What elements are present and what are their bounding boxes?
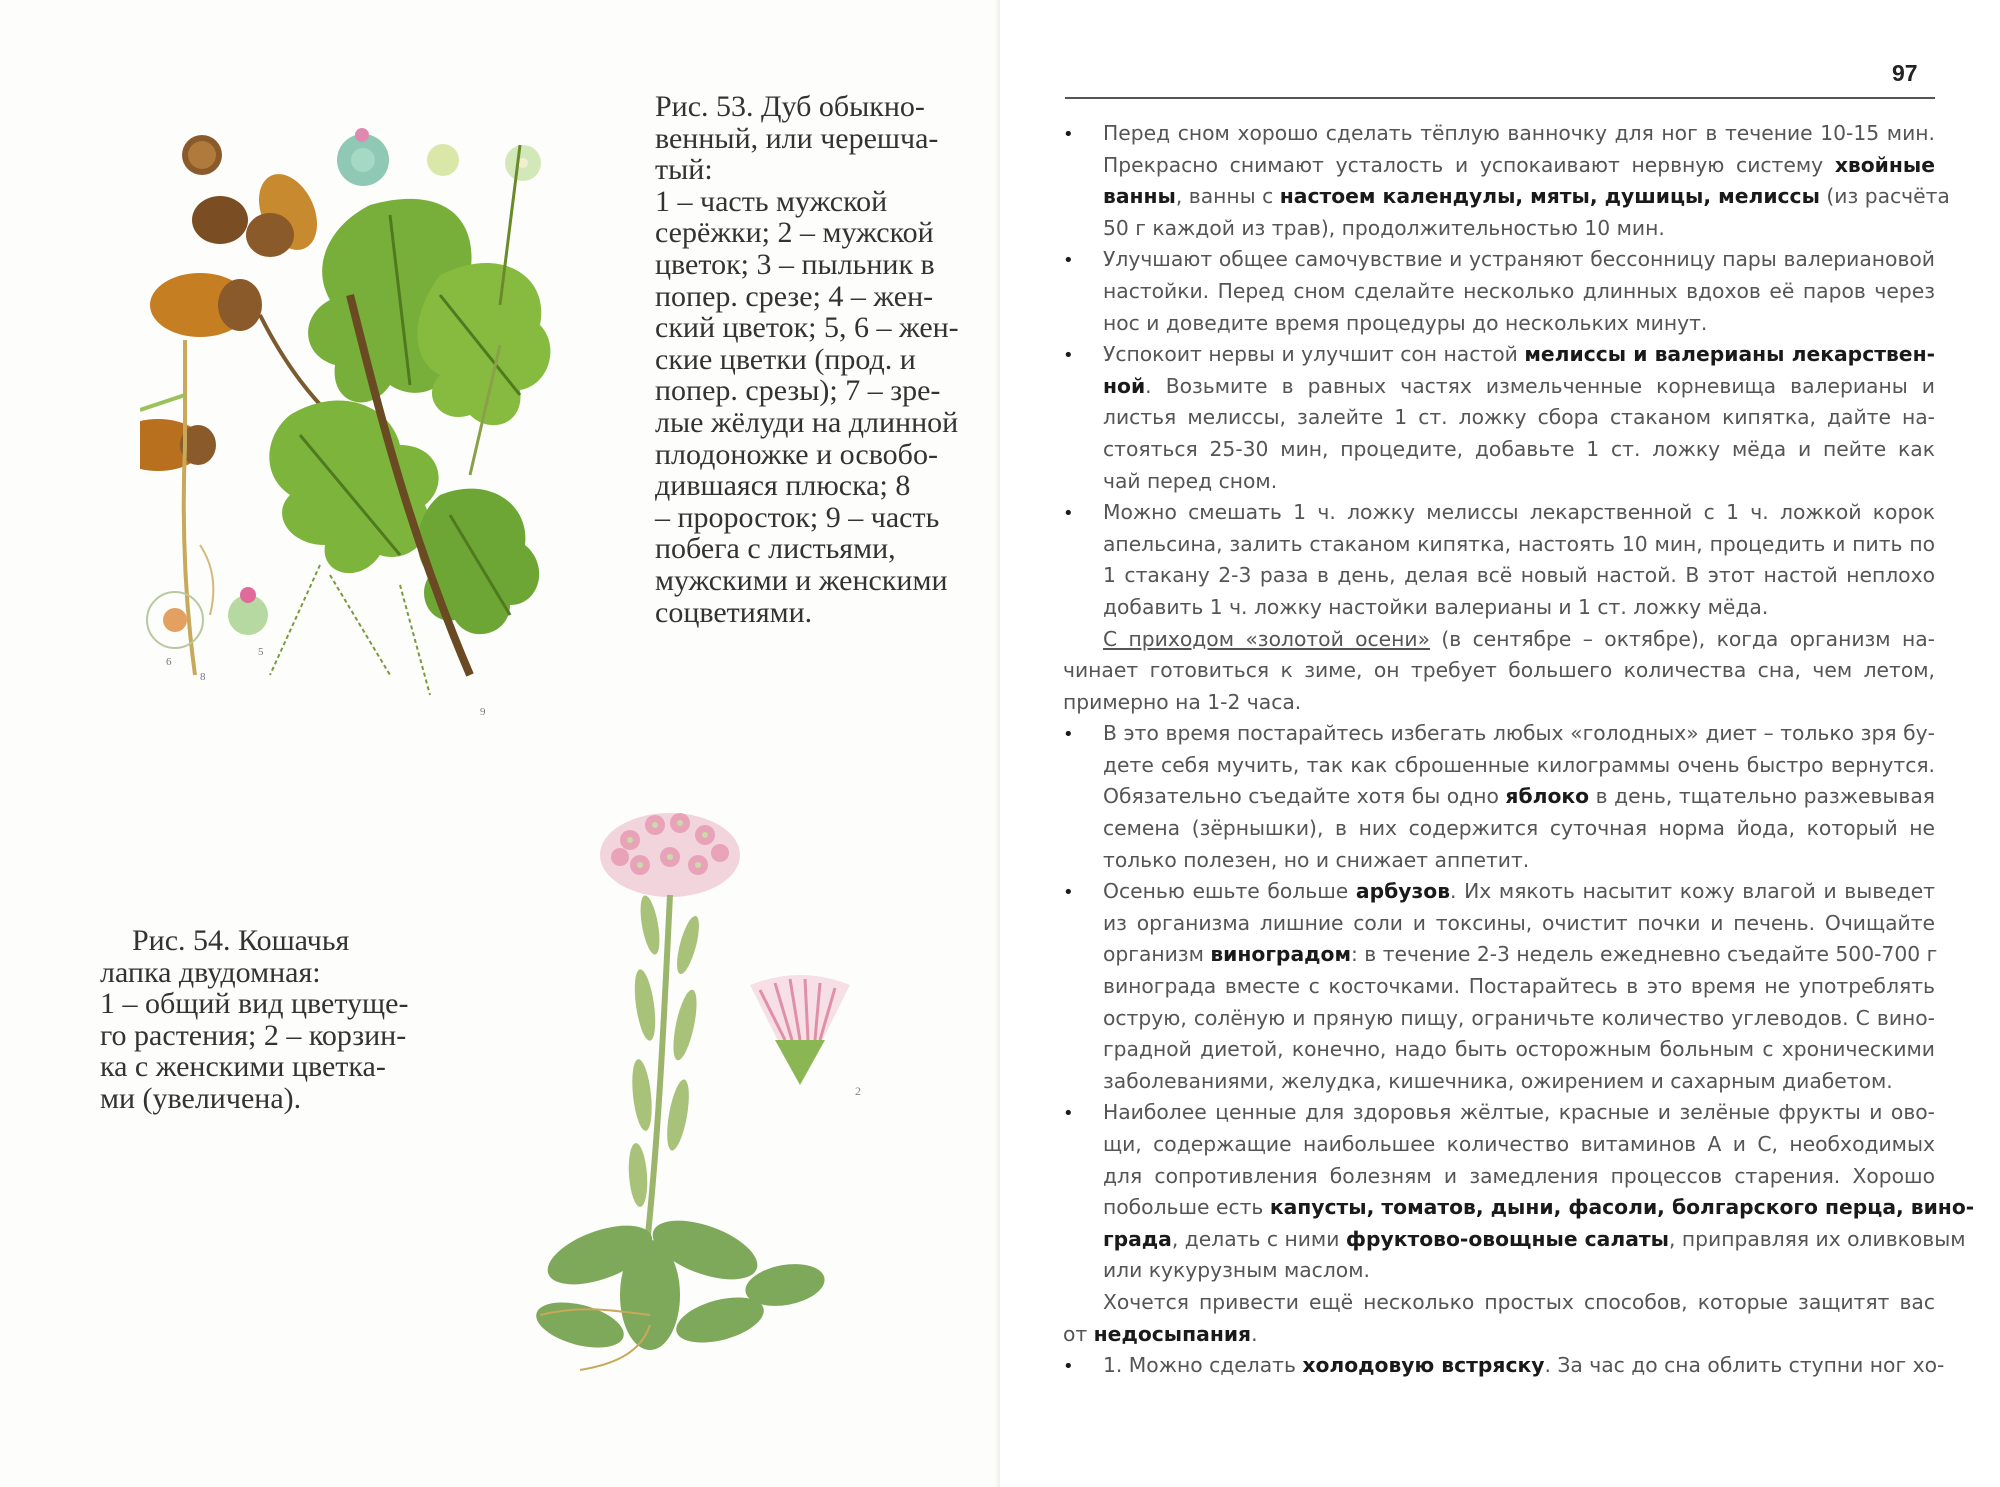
text-line: винограда вместе с косточками. Постарайтесь в это время не употреблять — [1103, 974, 1935, 999]
text-line: побольше есть капусты, томатов, дыни, фасоли, болгарского перца, вино- — [1103, 1195, 1975, 1220]
text-line: Прекрасно снимают усталость и успокаивают нервную систему хвойные — [1103, 152, 1935, 177]
text-line: щи, содержащие наибольшее количество витаминов А и С, необходимых — [1103, 1132, 1935, 1156]
text-line: • 1. Можно сделать холодовую встряску. За час до сна облить ступни ног хо- — [1063, 1350, 1935, 1382]
caption-line: ский цветок; 5, 6 – жен- — [655, 311, 959, 345]
caption-line: лапка двудомная: — [100, 955, 321, 989]
text-line: заболеваниями, желудка, кишечника, ожирением и сахарным диабетом. — [1103, 1068, 1893, 1093]
text-line: стояться 25-30 мин, процедите, добавьте 1 ст. ложку мёда и пейте как — [1103, 436, 1935, 461]
text-line: организм виноградом: в течение 2-3 недель ежедневно съедайте 500-700 г — [1103, 942, 1938, 967]
text-line: Обязательно съедайте хотя бы одно яблоко в день, тщательно разжевывая — [1103, 784, 1935, 809]
text-line: 50 г каждой из трав), продолжительностью 10 мин. — [1103, 215, 1665, 240]
bullet-icon: • — [1063, 724, 1074, 746]
text-line: • Осенью ешьте больше арбузов. Их мякоть насытит кожу влагой и выведет — [1063, 876, 1935, 908]
text-line: листья мелиссы, залейте 1 ст. ложку сбора стаканом кипятка, дайте на- — [1103, 405, 1935, 430]
text-line: Хочется привести ещё несколько простых способов, которые защитят вас — [1103, 1289, 1935, 1314]
caption-line: тый: — [655, 153, 713, 187]
caption-line: побега с листьями, — [655, 532, 896, 566]
text-line: семена (зёрнышки), в них содержится суточная норма йода, который не — [1103, 816, 1935, 841]
text-line: С приходом «золотой осени» (в сентябре – октябре), когда организм на- — [1103, 626, 1935, 651]
text-line: для сопротивления болезням и замедления процессов старения. Хорошо — [1103, 1163, 1935, 1188]
bullet-icon: • — [1063, 124, 1074, 145]
caption-line: попер. срезы); 7 – зре- — [655, 374, 941, 408]
caption-line: дившаяся плюска; 8 — [655, 469, 911, 503]
bullet-icon: • — [1063, 345, 1074, 367]
caption-line: 1 – общий вид цветуще- — [100, 987, 409, 1021]
text-line: 1 стакану 2-3 раза в день, делая всё новый настой. В этот настой неплохо — [1103, 563, 1935, 588]
oak-label-8: 8 — [200, 671, 206, 683]
text-line: примерно на 1-2 часа. — [1063, 689, 1302, 714]
caption-line: го растения; 2 – корзин- — [100, 1018, 407, 1052]
caption-line: ка с женскими цветка- — [100, 1050, 386, 1084]
caption-line: плодоножке и освобо- — [655, 437, 938, 471]
bullet-icon: • — [1063, 250, 1074, 272]
text-line: • Успокоит нервы и улучшит сон настой мелиссы и валерианы лекарствен- — [1063, 339, 1935, 371]
text-line: из организма лишние соли и токсины, очистит почки и печень. Очищайте — [1103, 910, 1935, 935]
text-line: чай перед сном. — [1103, 468, 1278, 493]
caption-line: соцветиями. — [655, 595, 813, 629]
caption-line: Рис. 53. Дуб обыкно- — [655, 90, 925, 123]
caption-line: серёжки; 2 – мужской — [655, 216, 934, 250]
caption-line: лые жёлуди на длинной — [655, 405, 959, 439]
bullet-icon: • — [1063, 882, 1074, 904]
text-line: • Можно смешать 1 ч. ложку мелиссы лекарственной с 1 ч. ложкой корок — [1063, 497, 1935, 529]
text-line: ной. Возьмите в равных частях измельченные корневища валерианы и — [1103, 373, 1935, 398]
text-line: • Улучшают общее самочувствие и устраняют бессонницу пары валериановой — [1063, 244, 1935, 276]
caption-line: цветок; 3 – пыльник в — [655, 247, 935, 281]
text-line: нос и доведите время процедуры до нескольких минут. — [1103, 310, 1708, 335]
text-line: только полезен, но и снижает аппетит. — [1103, 847, 1530, 872]
text-line: острую, солёную и пряную пищу, ограничьте количество углеводов. С вино- — [1103, 1005, 1935, 1030]
caption-line: 1 – часть мужской — [655, 184, 888, 218]
catsfoot-label-2: 2 — [855, 1084, 861, 1098]
bullet-icon: • — [1063, 1356, 1074, 1378]
text-line: • Наиболее ценные для здоровья жёлтые, красные и зелёные фрукты и ово- — [1063, 1097, 1935, 1129]
text-line: • Перед сном хорошо сделать тёплую ванночку для ног в течение 10-15 мин. — [1063, 118, 1935, 150]
text-line: или кукурузным маслом. — [1103, 1258, 1370, 1283]
text-line: градной диетой, конечно, надо быть осторожным больным с хроническими — [1103, 1037, 1935, 1062]
caption-line: мужскими и женскими — [655, 563, 948, 597]
oak-illustration — [140, 115, 590, 740]
figure-54-caption — [100, 925, 440, 1115]
caption-line: – проросток; 9 – часть — [655, 500, 940, 534]
text-line: града, делать с ними фруктово-овощные салаты, приправляя их оливковым — [1103, 1226, 1966, 1251]
text-line: настойки. Перед сном сделайте несколько длинных вдохов её паров через — [1103, 278, 1935, 303]
oak-label-9: 9 — [480, 706, 486, 718]
oak-label-6: 6 — [166, 656, 172, 668]
text-line: • В это время постарайтесь избегать любых «голодных» диет – только зря бу- — [1063, 718, 1935, 750]
page-number: 97 — [1892, 60, 1918, 86]
text-line: дете себя мучить, так как сброшенные килограммы очень быстро вернутся. — [1103, 752, 1935, 777]
text-line: чинает готовиться к зиме, он требует большего количества сна, чем летом, — [1063, 658, 1935, 683]
catsfoot-illustration — [520, 795, 910, 1390]
caption-line: Рис. 54. Кошачья — [132, 924, 350, 957]
caption-line: попер. срезе; 4 – жен- — [655, 279, 934, 313]
text-line: добавить 1 ч. ложку настойки валерианы и 1 ст. ложку мёда. — [1103, 594, 1769, 619]
bullet-icon: • — [1063, 503, 1074, 525]
body-text — [1063, 118, 1975, 1382]
figure-53-caption — [655, 91, 965, 628]
text-line: от недосыпания. — [1063, 1321, 1258, 1346]
oak-label-5: 5 — [258, 646, 264, 658]
bullet-icon: • — [1063, 1103, 1074, 1125]
caption-line: венный, или черешча- — [655, 121, 939, 155]
caption-line: ские цветки (прод. и — [655, 342, 916, 376]
header-rule — [1065, 97, 1935, 99]
caption-line: ми (увеличена). — [100, 1081, 302, 1115]
text-line: ванны, ванны с настоем календулы, мяты, душицы, мелиссы (из расчёта — [1103, 184, 1950, 209]
text-line: апельсина, залить стаканом кипятка, настоять 10 мин, процедить и пить по — [1103, 531, 1935, 556]
